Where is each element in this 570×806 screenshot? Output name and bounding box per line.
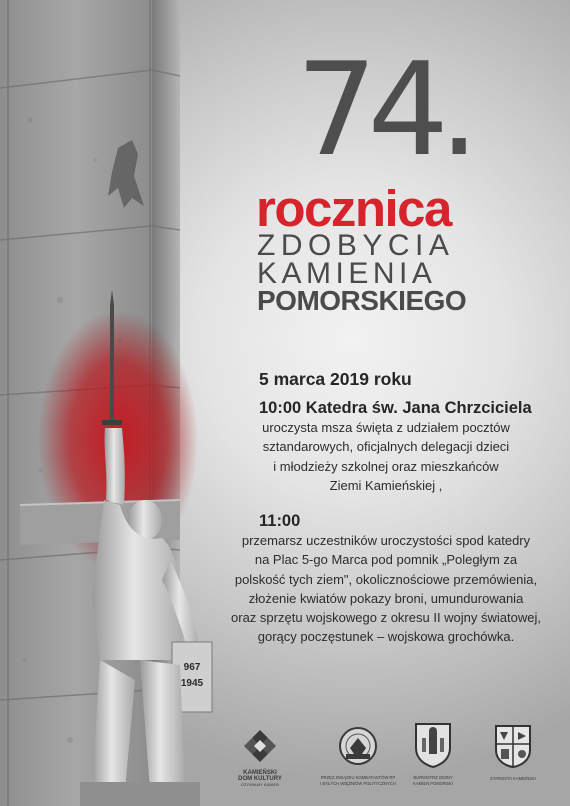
logo-caption-line: KAMIEŃ POMORSKI [413, 781, 453, 786]
city-coat-of-arms-caption [398, 775, 468, 787]
event-heading-mass: 10:00 Katedra św. Jana Chrzciciela [259, 399, 532, 417]
event-description-mass [218, 418, 554, 495]
description-line: oraz sprzętu wojskowego z okresu II wojny światowej, [231, 610, 541, 626]
description-line: złożenie kwiatów pokazy broni, umundurowania [248, 590, 524, 606]
monument-svg [0, 0, 240, 806]
title-pomorskiego: POMORSKIEGO [257, 285, 467, 316]
logo-caption-line: BURMISTRZ GMINY [413, 775, 453, 780]
description-line: przemarsz uczestników uroczystości spod katedry [241, 533, 531, 548]
plaque-year-2: 1945 [180, 678, 204, 689]
veterans-emblem-icon [338, 724, 378, 768]
logo-caption-line: OŻYWIAMY KAMIEŃ [240, 782, 280, 787]
description-line: uroczysta msza święta z udziałem pocztów [262, 420, 510, 435]
sword-guard [102, 420, 122, 425]
anniversary-number-dot: . [438, 36, 470, 185]
plaque-year-1: 967 [183, 662, 201, 673]
title-zdobycia: ZDOBYCIA [257, 229, 455, 262]
description-line: na Plac 5-go Marca pod pomnik „Poległym za [254, 552, 518, 568]
county-coat-of-arms-icon [494, 724, 532, 768]
county-coat-of-arms-caption [483, 776, 543, 782]
logo-caption-line: DOM KULTURY [238, 776, 282, 782]
title-rocznica: rocznica [256, 180, 451, 237]
description-line: Ziemi Kamieńskiej , [329, 477, 443, 493]
description-line: sztandarowych, oficjalnych delegacji dzieci [262, 439, 510, 455]
event-date: 5 marca 2019 roku [259, 369, 412, 389]
logo-caption-line: KAMIEŃSKI [243, 770, 277, 776]
anniversary-number-digits: 74 [296, 36, 439, 185]
veterans-emblem-caption [318, 775, 398, 787]
title-kamienia: KAMIENIA [257, 257, 437, 290]
description-line: polskość tych ziem", okolicznościowe przemówienia, [234, 571, 538, 587]
monument-illustration [0, 0, 240, 806]
logo-caption-line: PRZEZ ZWIĄZKU KOMBATANTÓW RP [320, 775, 396, 780]
logo-caption-line: STAROSTA KAMIEŃSKI [490, 776, 536, 781]
city-coat-of-arms-icon [414, 722, 452, 768]
event-heading-march: 11:00 [259, 512, 301, 530]
description-line: i młodzieży szkolnej oraz mieszkańców [273, 458, 499, 474]
logo-caption-line: I BYŁYCH WIĘŹNIÓW POLITYCZNYCH [320, 781, 396, 786]
sword-blade [110, 305, 114, 425]
anniversary-number [296, 36, 470, 186]
kdk-logo-caption [232, 770, 288, 788]
event-description-march [218, 531, 554, 647]
description-line: gorący poczęstunek – wojskowa grochówka. [257, 629, 515, 645]
kdk-logo-icon [242, 728, 278, 764]
